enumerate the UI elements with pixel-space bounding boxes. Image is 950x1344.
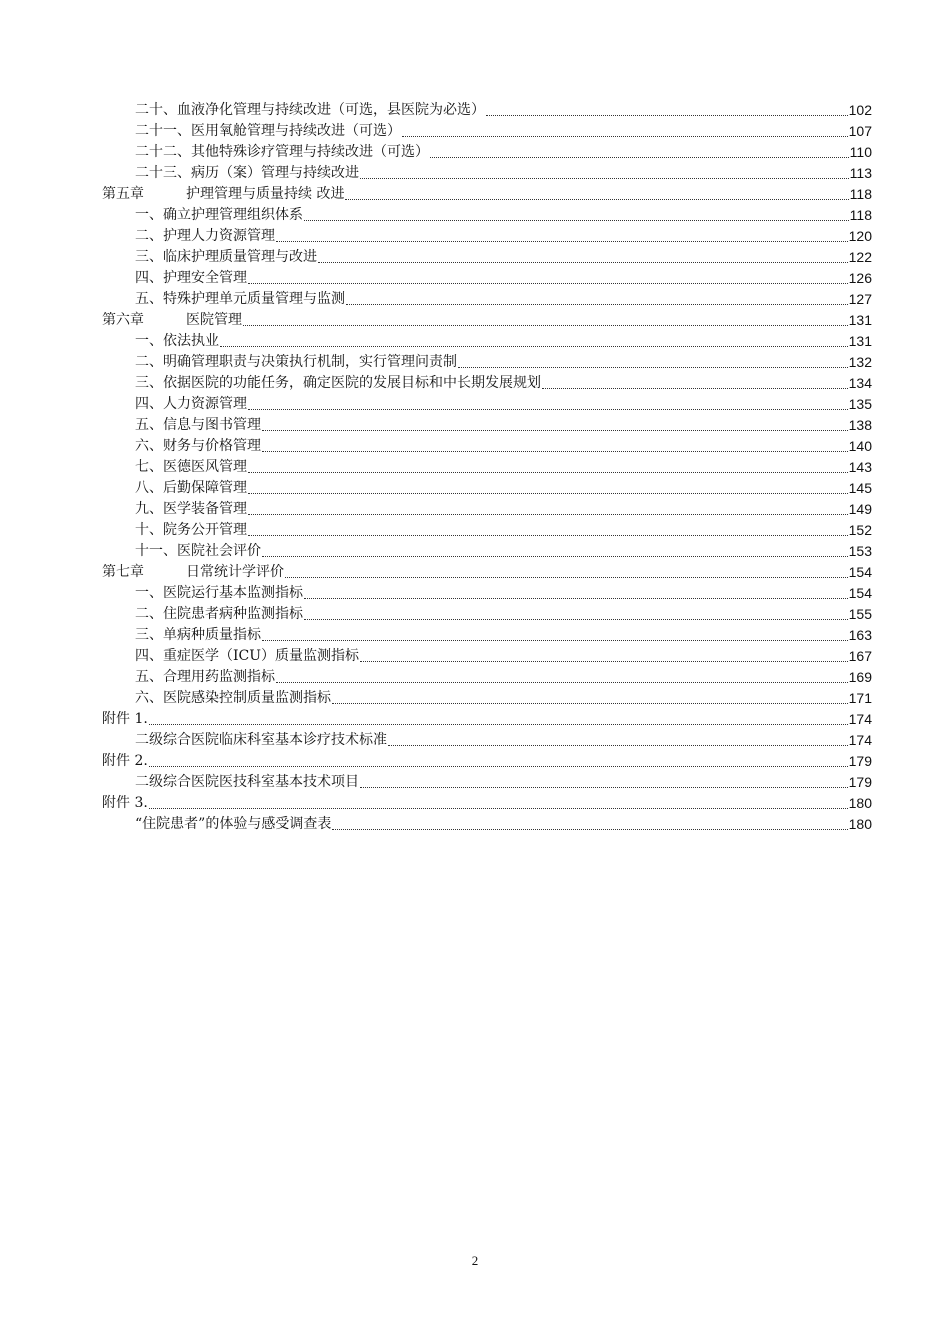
toc-section-entry[interactable] [102,604,872,625]
dot-leader [458,367,848,368]
toc-page-number: 126 [848,270,872,286]
dot-leader [248,514,848,515]
toc-page-number: 140 [848,438,872,454]
toc-entry-label [135,604,303,625]
dot-leader [248,409,848,410]
toc-entry-title: 八、后勤保障管理 [135,480,247,496]
toc-entry-title: 一、依法执业 [135,333,219,349]
toc-section-entry[interactable] [102,289,872,310]
toc-entry-title: 四、人力资源管理 [135,396,247,412]
table-of-contents [102,100,872,835]
toc-chapter-number: 第六章 [102,312,144,328]
toc-section-entry[interactable] [102,583,872,604]
toc-page-number: 180 [848,816,872,832]
dot-leader [248,493,848,494]
dot-leader [346,304,848,305]
toc-entry-label [135,730,387,751]
toc-page-number: 149 [848,501,872,517]
toc-page-number: 152 [848,522,872,538]
toc-section-entry[interactable] [102,247,872,268]
toc-entry-title: “住院患者”的体验与感受调查表 [135,816,332,832]
toc-entry-title: 医院管理 [186,312,242,328]
toc-entry-label [102,793,148,814]
toc-entry-title: 七、医德医风管理 [135,459,247,475]
toc-entry-title: 六、医院感染控制质量监测指标 [135,690,331,706]
toc-entry-title: 附件 1. [102,711,148,727]
toc-entry-label [102,751,148,772]
toc-entry-label [135,646,359,667]
toc-page-number: 122 [848,249,872,265]
dot-leader [262,451,848,452]
toc-page-number: 134 [848,375,872,391]
toc-entry-title: 二级综合医院医技科室基本技术项目 [135,774,359,790]
toc-entry-label [135,583,303,604]
toc-section-entry[interactable] [102,541,872,562]
toc-page-number: 155 [848,606,872,622]
toc-entry-title: 二级综合医院临床科室基本诊疗技术标准 [135,732,387,748]
dot-leader [360,178,849,179]
toc-entry-title: 一、确立护理管理组织体系 [135,207,303,223]
toc-section-entry[interactable] [102,688,872,709]
toc-entry-title: 附件 3. [102,795,148,811]
toc-section-entry[interactable] [102,667,872,688]
toc-entry-label [135,247,317,268]
toc-section-entry[interactable] [102,142,872,163]
toc-section-entry[interactable] [102,268,872,289]
dot-leader [304,598,848,599]
dot-leader [262,556,848,557]
toc-section-entry[interactable] [102,436,872,457]
toc-entry-title: 五、信息与图书管理 [135,417,261,433]
dot-leader [304,619,848,620]
toc-entry-label [135,457,247,478]
toc-page-number: 179 [848,753,872,769]
dot-leader [262,430,848,431]
toc-entry-title: 护理管理与质量持续 改进 [186,186,345,202]
toc-section-entry[interactable] [102,100,872,121]
toc-entry-label [135,100,485,121]
dot-leader [360,661,848,662]
toc-page-number: 174 [848,711,872,727]
toc-page-number: 118 [849,186,872,202]
toc-page-number: 113 [849,165,872,181]
dot-leader [388,745,848,746]
toc-section-entry[interactable] [102,373,872,394]
toc-chapter-entry[interactable] [102,310,872,331]
toc-entry-label [135,163,359,184]
toc-page-number: 180 [848,795,872,811]
toc-page-number: 174 [848,732,872,748]
toc-page-number: 171 [848,690,872,706]
dot-leader [285,577,848,578]
toc-entry-title: 二、住院患者病种监测指标 [135,606,303,622]
toc-entry-title: 三、单病种质量指标 [135,627,261,643]
toc-entry-label [135,478,247,499]
toc-chapter-entry[interactable] [102,562,872,583]
toc-page-number: 138 [848,417,872,433]
toc-section-entry[interactable] [102,415,872,436]
dot-leader [149,808,848,809]
toc-chapter-number: 第七章 [102,564,144,580]
toc-entry-label [102,310,242,331]
toc-entry-label [135,226,275,247]
dot-leader [262,640,848,641]
toc-section-entry[interactable] [102,625,872,646]
toc-page-number: 145 [848,480,872,496]
dot-leader [220,346,848,347]
toc-entry-label [135,667,275,688]
toc-entry-title: 五、合理用药监测指标 [135,669,275,685]
toc-entry-label [135,415,261,436]
toc-section-entry[interactable] [102,226,872,247]
dot-leader [542,388,848,389]
toc-entry-title: 二十三、病历（案）管理与持续改进 [135,165,359,181]
toc-entry-label [102,184,344,205]
toc-entry-label [135,625,261,646]
toc-entry-title: 六、财务与价格管理 [135,438,261,454]
toc-entry-label [135,268,247,289]
toc-entry-label [135,772,359,793]
toc-entry-label [135,814,331,835]
toc-entry-title: 二、明确管理职责与决策执行机制，实行管理问责制 [135,354,457,370]
toc-chapter-entry[interactable] [102,184,872,205]
toc-page-number: 127 [848,291,872,307]
dot-leader [276,682,848,683]
toc-page-number: 102 [848,102,872,118]
toc-section-entry[interactable] [102,205,872,226]
toc-section-entry[interactable] [102,121,872,142]
dot-leader [402,136,848,137]
toc-section-entry[interactable] [102,730,872,751]
toc-entry-title: 三、依据医院的功能任务，确定医院的发展目标和中长期发展规划 [135,375,541,391]
toc-entry-title: 一、医院运行基本监测指标 [135,585,303,601]
toc-page-number: 118 [849,207,872,223]
toc-entry-title: 四、护理安全管理 [135,270,247,286]
toc-entry-label [135,331,219,352]
dot-leader [243,325,848,326]
toc-section-entry[interactable] [102,457,872,478]
dot-leader [248,535,848,536]
toc-page-number: 135 [848,396,872,412]
toc-entry-title: 五、特殊护理单元质量管理与监测 [135,291,345,307]
toc-entry-title: 三、临床护理质量管理与改进 [135,249,317,265]
toc-page-number: 131 [848,312,872,328]
dot-leader [345,199,848,200]
toc-entry-label [102,709,148,730]
toc-section-entry[interactable] [102,163,872,184]
dot-leader [248,472,848,473]
toc-entry-label [135,394,247,415]
toc-entry-title: 日常统计学评价 [186,564,284,580]
toc-section-entry[interactable] [102,478,872,499]
dot-leader [149,724,848,725]
toc-chapter-entry[interactable] [102,709,872,730]
toc-page-number: 163 [848,627,872,643]
toc-entry-title: 九、医学装备管理 [135,501,247,517]
page-number: 2 [471,1253,479,1268]
toc-entry-label [135,289,345,310]
toc-entry-title: 附件 2. [102,753,148,769]
toc-entry-title: 二十、血液净化管理与持续改进（可选，县医院为必选） [135,102,485,118]
toc-entry-label [135,499,247,520]
toc-page-number: 143 [848,459,872,475]
toc-section-entry[interactable] [102,331,872,352]
toc-section-entry[interactable] [102,646,872,667]
toc-entry-title: 十、院务公开管理 [135,522,247,538]
toc-chapter-number: 第五章 [102,186,144,202]
toc-page-number: 153 [848,543,872,559]
toc-entry-label [135,142,429,163]
toc-page-number: 120 [848,228,872,244]
toc-chapter-entry[interactable] [102,751,872,772]
toc-entry-label [135,121,401,142]
toc-entry-label [135,520,247,541]
toc-entry-label [135,541,261,562]
toc-page-number: 167 [848,648,872,664]
dot-leader [149,766,848,767]
toc-entry-title: 二、护理人力资源管理 [135,228,275,244]
toc-entry-label [135,688,331,709]
toc-entry-title: 四、重症医学（ICU）质量监测指标 [135,648,360,664]
dot-leader [304,220,849,221]
toc-entry-title: 二十二、其他特殊诊疗管理与持续改进（可选） [135,144,429,160]
toc-page-number: 154 [848,564,872,580]
toc-page-number: 131 [848,333,872,349]
toc-section-entry[interactable] [102,394,872,415]
toc-entry-label [135,205,303,226]
toc-section-entry[interactable] [102,520,872,541]
dot-leader [360,787,848,788]
dot-leader [486,115,848,116]
toc-entry-label [135,352,457,373]
dot-leader [332,703,848,704]
dot-leader [276,241,848,242]
toc-entry-label [135,436,261,457]
dot-leader [332,829,847,830]
toc-page-number: 107 [848,123,872,139]
toc-section-entry[interactable] [102,352,872,373]
toc-page-number: 169 [848,669,872,685]
toc-page-number: 110 [849,144,872,160]
toc-entry-title: 二十一、医用氧舱管理与持续改进（可选） [135,123,401,139]
dot-leader [248,283,848,284]
dot-leader [430,157,849,158]
toc-section-entry[interactable] [102,814,872,835]
toc-page-number: 179 [848,774,872,790]
toc-page-number: 154 [848,585,872,601]
toc-section-entry[interactable] [102,772,872,793]
toc-section-entry[interactable] [102,499,872,520]
toc-entry-label [135,373,541,394]
dot-leader [318,262,848,263]
toc-chapter-entry[interactable] [102,793,872,814]
toc-entry-label [102,562,284,583]
toc-page-number: 132 [848,354,872,370]
toc-entry-title: 十一、医院社会评价 [135,543,261,559]
